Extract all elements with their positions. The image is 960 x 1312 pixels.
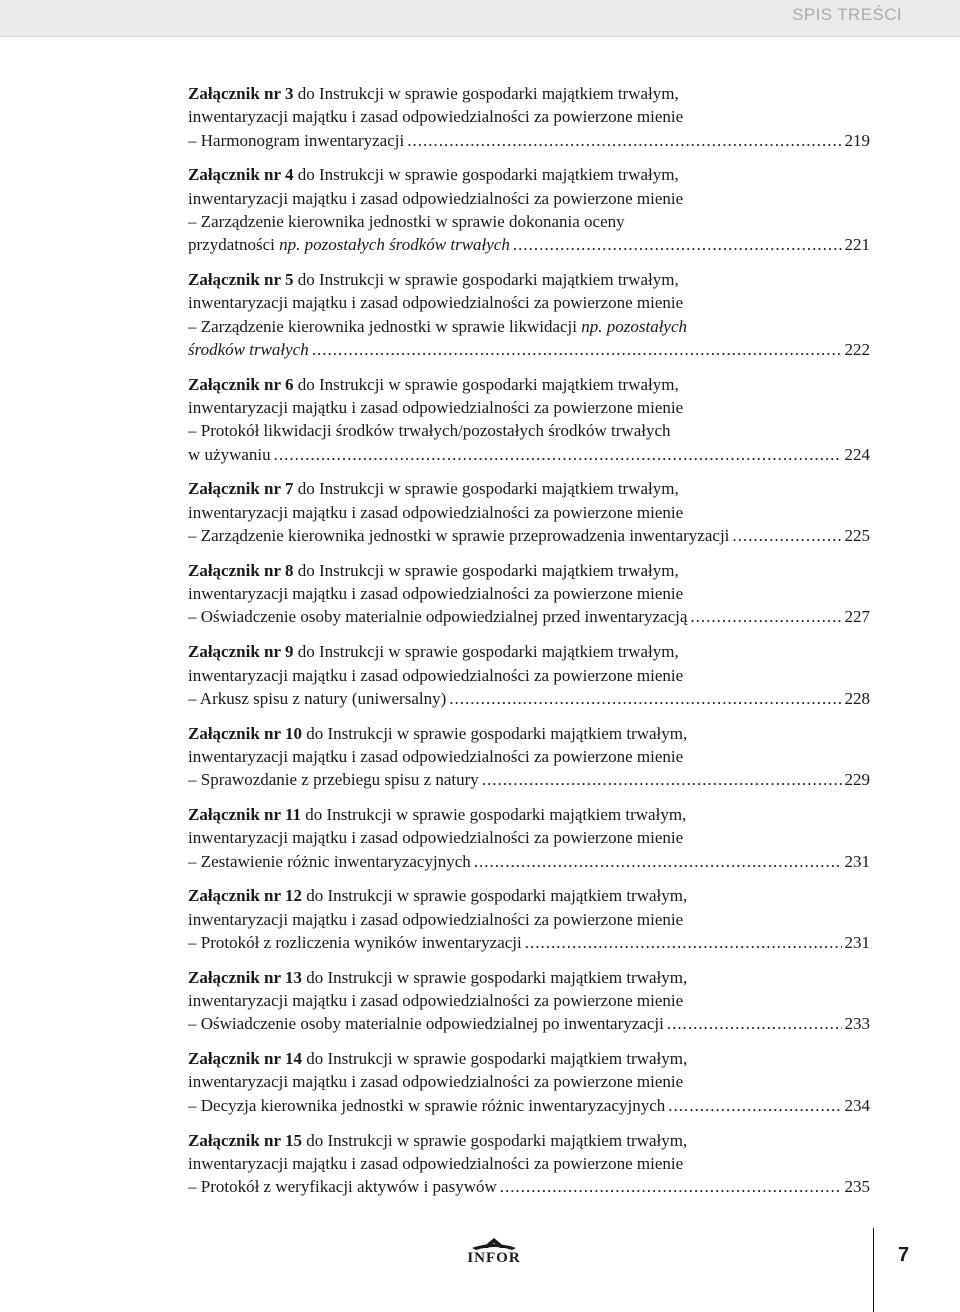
entry-text: do Instrukcji w sprawie gospodarki majątkiem trwałym, xyxy=(293,479,679,499)
page-ref[interactable]: 229 xyxy=(844,770,870,790)
entry-label: Załącznik nr 3 xyxy=(188,84,294,103)
entry-text: inwentaryzacji majątku i zasad odpowiedzialności za powierzone mienie xyxy=(188,665,684,685)
entry-title: – Protokół z weryfikacji aktywów i pasywów xyxy=(188,1177,497,1197)
entry-title: – Protokół likwidacji środków trwałych/pozostałych środków trwałych xyxy=(188,421,671,441)
page-ref[interactable]: 231 xyxy=(844,851,870,871)
page-ref[interactable]: 227 xyxy=(844,607,870,627)
toc-entry-11[interactable] xyxy=(188,803,870,873)
entry-title: – Zestawienie różnic inwentaryzacyjnych xyxy=(188,851,471,871)
entry-text: inwentaryzacji majątku i zasad odpowiedzialności za powierzone mienie xyxy=(188,502,684,522)
entry-label: Załącznik nr 13 xyxy=(188,967,302,987)
entry-title: – Arkusz spisu z natury (uniwersalny) xyxy=(188,688,447,708)
logo-text: INFOR xyxy=(467,1250,521,1266)
toc-entry-9[interactable] xyxy=(188,640,870,710)
entry-label: Załącznik nr 8 xyxy=(188,560,294,580)
entry-label: Załącznik nr 9 xyxy=(188,642,294,662)
entry-label: Załącznik nr 5 xyxy=(188,270,294,290)
leader-dots xyxy=(500,1175,842,1198)
toc-entry-5[interactable] xyxy=(188,268,870,361)
entry-label: Załącznik nr 10 xyxy=(188,723,302,743)
entry-text: do Instrukcji w sprawie gospodarki majątkiem trwałym, xyxy=(293,270,679,290)
leader-dots xyxy=(474,850,842,873)
toc-entry-15[interactable] xyxy=(188,1129,870,1199)
page-ref[interactable]: 233 xyxy=(844,1014,870,1034)
entry-text: inwentaryzacji majątku i zasad odpowiedzialności za powierzone mienie xyxy=(188,909,684,929)
leader-dots xyxy=(667,1012,842,1035)
toc-entry-12[interactable] xyxy=(188,884,870,954)
entry-label: Załącznik nr 14 xyxy=(188,1049,302,1069)
leader-dots xyxy=(525,931,842,954)
entry-text: inwentaryzacji majątku i zasad odpowiedzialności za powierzone mienie xyxy=(188,991,684,1011)
page-ref[interactable]: 235 xyxy=(844,1177,870,1197)
leader-dots xyxy=(449,687,841,710)
entry-label: Załącznik nr 6 xyxy=(188,374,294,394)
leader-dots xyxy=(312,338,842,361)
leader-dots xyxy=(274,443,842,466)
page-ref[interactable]: 228 xyxy=(844,688,870,708)
entry-text: do Instrukcji w sprawie gospodarki majątkiem trwałym, xyxy=(301,886,688,906)
entry-title: – Zarządzenie kierownika jednostki w sprawie likwidacji xyxy=(188,316,582,336)
entry-label: Załącznik nr 7 xyxy=(188,479,294,499)
entry-text: inwentaryzacji majątku i zasad odpowiedzialności za powierzone mienie xyxy=(188,1153,684,1173)
header-bar xyxy=(0,0,960,37)
leader-dots xyxy=(407,129,841,152)
leader-dots xyxy=(668,1094,841,1117)
toc-entry-13[interactable] xyxy=(188,966,870,1036)
entry-title: – Oświadczenie osoby materialnie odpowiedzialnej przed inwentaryzacją xyxy=(188,607,688,627)
entry-text: inwentaryzacji majątku i zasad odpowiedzialności za powierzone mienie xyxy=(188,746,684,766)
entry-text: do Instrukcji w sprawie gospodarki majątkiem trwałym, xyxy=(293,560,679,580)
entry-text: inwentaryzacji majątku i zasad odpowiedzialności za powierzone mienie xyxy=(188,107,684,127)
entry-title: – Harmonogram inwentaryzacji xyxy=(188,130,405,150)
toc-entry-10[interactable] xyxy=(188,722,870,792)
entry-text: do Instrukcji w sprawie gospodarki majątkiem trwałym, xyxy=(301,967,688,987)
toc-entry-14[interactable] xyxy=(188,1047,870,1117)
entry-text: inwentaryzacji majątku i zasad odpowiedzialności za powierzone mienie xyxy=(188,584,684,604)
entry-title-italic: np. pozostałych środków trwałych xyxy=(279,235,510,255)
entry-label: Załącznik nr 11 xyxy=(188,805,302,825)
entry-text: inwentaryzacji majątku i zasad odpowiedzialności za powierzone mienie xyxy=(188,1072,684,1092)
entry-text: do Instrukcji w sprawie gospodarki majątkiem trwałym, xyxy=(293,374,679,394)
section-title: SPIS TREŚCI xyxy=(792,5,902,24)
page-number: 7 xyxy=(898,1244,910,1266)
toc-entry-3[interactable] xyxy=(188,82,870,152)
page-ref[interactable]: 221 xyxy=(844,235,870,255)
entry-title-italic: np. pozostałych xyxy=(581,316,688,336)
entry-title: – Oświadczenie osoby materialnie odpowiedzialnej po inwentaryzacji xyxy=(188,1014,664,1034)
entry-text: do Instrukcji w sprawie gospodarki majątkiem trwałym, xyxy=(293,165,679,185)
entry-title: – Zarządzenie kierownika jednostki w sprawie dokonania oceny xyxy=(188,211,625,231)
page-ref[interactable]: 224 xyxy=(844,444,870,464)
entry-text: do Instrukcji w sprawie gospodarki majątkiem trwałym, xyxy=(301,1049,688,1069)
entry-title-cont: w używaniu xyxy=(188,444,271,464)
entry-title: – Decyzja kierownika jednostki w sprawie różnic inwentaryzacyjnych xyxy=(188,1095,666,1115)
entry-text: do Instrukcji w sprawie gospodarki majątkiem trwałym, xyxy=(301,1130,688,1150)
entry-title: – Protokół z rozliczenia wyników inwentaryzacji xyxy=(188,933,522,952)
page-ref[interactable]: 234 xyxy=(844,1095,870,1115)
entry-title-italic: środków trwałych xyxy=(188,339,309,359)
page-ref[interactable]: 225 xyxy=(844,526,870,546)
toc-entry-7[interactable] xyxy=(188,477,870,547)
leader-dots xyxy=(482,768,842,791)
entry-text: do Instrukcji w sprawie gospodarki majątkiem trwałym, xyxy=(293,642,679,662)
entry-label: Załącznik nr 4 xyxy=(188,165,294,185)
page-ref[interactable]: 222 xyxy=(844,339,870,359)
footer-divider xyxy=(873,1228,874,1312)
entry-text: inwentaryzacji majątku i zasad odpowiedzialności za powierzone mienie xyxy=(188,188,684,208)
entry-text: do Instrukcji w sprawie gospodarki majątkiem trwałym, xyxy=(301,723,688,743)
toc-entry-8[interactable] xyxy=(188,559,870,629)
toc-entry-4[interactable] xyxy=(188,163,870,256)
table-of-contents xyxy=(188,82,870,1210)
entry-text: inwentaryzacji majątku i zasad odpowiedzialności za powierzone mienie xyxy=(188,293,684,313)
leader-dots xyxy=(732,524,841,547)
entry-text: do Instrukcji w sprawie gospodarki majątkiem trwałym, xyxy=(301,805,687,825)
entry-title: – Sprawozdanie z przebiegu spisu z natury xyxy=(188,770,479,790)
entry-label: Załącznik nr 15 xyxy=(188,1130,302,1150)
leader-dots xyxy=(513,233,842,256)
page-ref[interactable]: 219 xyxy=(844,130,870,150)
toc-entry-6[interactable] xyxy=(188,373,870,466)
entry-title: – Zarządzenie kierownika jednostki w sprawie przeprowadzenia inwentaryzacji xyxy=(188,526,730,546)
page-ref[interactable]: 231 xyxy=(844,933,870,952)
entry-text: inwentaryzacji majątku i zasad odpowiedzialności za powierzone mienie xyxy=(188,828,684,848)
entry-title-cont: przydatności xyxy=(188,235,280,255)
entry-text: inwentaryzacji majątku i zasad odpowiedzialności za powierzone mienie xyxy=(188,398,684,418)
leader-dots xyxy=(690,605,841,628)
entry-label: Załącznik nr 12 xyxy=(188,886,302,906)
entry-text: do Instrukcji w sprawie gospodarki majątkiem trwałym, xyxy=(293,84,679,103)
infor-logo xyxy=(458,1236,530,1272)
